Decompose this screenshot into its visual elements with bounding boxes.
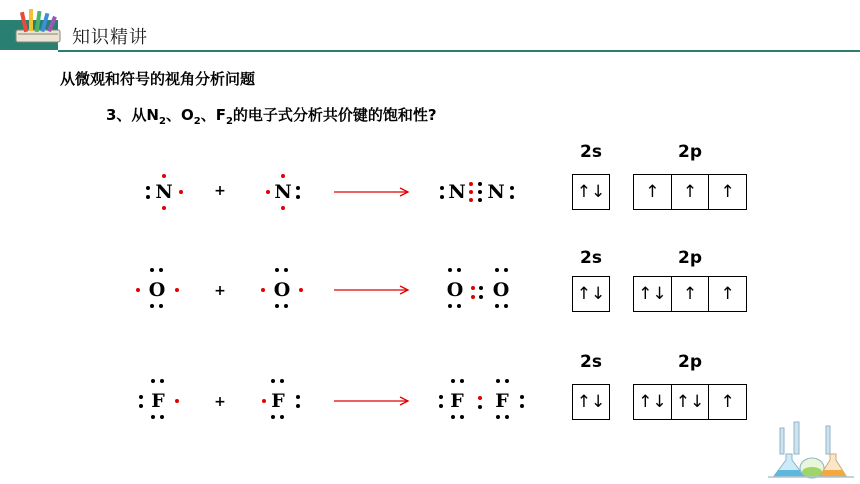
electron-dot bbox=[478, 396, 482, 400]
section-title: 知识精讲 bbox=[72, 27, 148, 48]
orbital-cell: ↑ bbox=[708, 175, 746, 209]
orbital-cell: ↑↓ bbox=[576, 182, 606, 202]
orbital-label-2s: 2s bbox=[580, 248, 602, 268]
electron-dot bbox=[478, 182, 482, 186]
electron-dot bbox=[281, 174, 285, 178]
orbital-cell: ↑↓ bbox=[671, 385, 709, 419]
electron-dot bbox=[505, 415, 509, 419]
electron-dot bbox=[296, 395, 300, 399]
electron-dot bbox=[448, 268, 452, 272]
plus-sign: + bbox=[214, 394, 226, 410]
atom-n: N bbox=[155, 181, 173, 203]
electron-dot bbox=[520, 395, 524, 399]
electron-dot bbox=[139, 404, 143, 408]
electron-dot bbox=[510, 195, 514, 199]
orbital-cell: ↑ bbox=[708, 385, 746, 419]
electron-dot bbox=[271, 379, 275, 383]
electron-dot bbox=[139, 395, 143, 399]
electron-dot bbox=[150, 304, 154, 308]
orbital-box-2p bbox=[633, 174, 747, 210]
reaction-arrow bbox=[334, 283, 412, 297]
atom-f: F bbox=[271, 390, 285, 412]
electron-dot bbox=[159, 304, 163, 308]
atom-f: F bbox=[495, 390, 509, 412]
electron-dot bbox=[439, 404, 443, 408]
atom-o: O bbox=[148, 279, 166, 301]
electron-dot bbox=[175, 399, 179, 403]
electron-dot bbox=[284, 304, 288, 308]
orbital-box-2s bbox=[572, 276, 610, 312]
electron-dot bbox=[479, 286, 483, 290]
electron-dot bbox=[471, 295, 475, 299]
orbital-cell: ↑↓ bbox=[638, 284, 667, 304]
electron-dot bbox=[460, 379, 464, 383]
electron-dot bbox=[478, 198, 482, 202]
electron-dot bbox=[261, 288, 265, 292]
orbital-label-2s: 2s bbox=[580, 142, 602, 162]
electron-dot bbox=[262, 399, 266, 403]
electron-dot bbox=[281, 206, 285, 210]
orbital-label-2p: 2p bbox=[678, 248, 702, 268]
electron-dot bbox=[495, 268, 499, 272]
orbital-label-2p: 2p bbox=[678, 142, 702, 162]
orbital-box-2s bbox=[572, 174, 610, 210]
electron-dot bbox=[471, 286, 475, 290]
electron-dot bbox=[510, 186, 514, 190]
electron-dot bbox=[439, 395, 443, 399]
electron-dot bbox=[479, 295, 483, 299]
electron-dot bbox=[266, 190, 270, 194]
atom-o: O bbox=[446, 279, 464, 301]
atom-f: F bbox=[151, 390, 165, 412]
electron-dot bbox=[159, 268, 163, 272]
electron-dot bbox=[440, 186, 444, 190]
orbital-cell: ↑ bbox=[645, 182, 660, 202]
electron-dot bbox=[146, 195, 150, 199]
electron-dot bbox=[520, 404, 524, 408]
electron-dot bbox=[469, 190, 473, 194]
electron-dot bbox=[151, 379, 155, 383]
orbital-cell: ↑ bbox=[708, 277, 746, 311]
electron-dot bbox=[457, 304, 461, 308]
orbital-cell: ↑ bbox=[671, 277, 709, 311]
electron-dot bbox=[299, 288, 303, 292]
electron-dot bbox=[451, 415, 455, 419]
electron-dot bbox=[271, 415, 275, 419]
electron-dot bbox=[478, 190, 482, 194]
electron-dot bbox=[505, 379, 509, 383]
electron-dot bbox=[179, 190, 183, 194]
electron-dot bbox=[469, 198, 473, 202]
atom-n: N bbox=[487, 181, 505, 203]
atom-o: O bbox=[492, 279, 510, 301]
book-pencils-icon bbox=[12, 6, 66, 46]
electron-dot bbox=[457, 268, 461, 272]
atom-n: N bbox=[448, 181, 466, 203]
question-text: 3、从$N_2$、$O_2$、$F_2$的电子式分析共价键的饱和性? bbox=[106, 106, 437, 127]
electron-dot bbox=[448, 304, 452, 308]
electron-dot bbox=[280, 379, 284, 383]
orbital-box-2p bbox=[633, 276, 747, 312]
orbital-cell: ↑↓ bbox=[576, 392, 606, 412]
electron-dot bbox=[451, 379, 455, 383]
electron-dot bbox=[150, 268, 154, 272]
electron-dot bbox=[478, 405, 482, 409]
orbital-cell: ↑↓ bbox=[638, 392, 667, 412]
electron-dot bbox=[296, 404, 300, 408]
electron-dot bbox=[504, 304, 508, 308]
reaction-arrow bbox=[334, 394, 412, 408]
electron-dot bbox=[151, 415, 155, 419]
orbital-box-2s bbox=[572, 384, 610, 420]
electron-dot bbox=[495, 304, 499, 308]
electron-dot bbox=[496, 415, 500, 419]
slide-heading: 从微观和符号的视角分析问题 bbox=[60, 70, 256, 88]
electron-dot bbox=[296, 186, 300, 190]
electron-dot bbox=[175, 288, 179, 292]
plus-sign: + bbox=[214, 283, 226, 299]
electron-dot bbox=[284, 268, 288, 272]
orbital-cell: ↑↓ bbox=[576, 284, 606, 304]
atom-f: F bbox=[450, 390, 464, 412]
electron-dot bbox=[162, 174, 166, 178]
orbital-cell: ↑ bbox=[671, 175, 709, 209]
electron-dot bbox=[280, 415, 284, 419]
electron-dot bbox=[296, 195, 300, 199]
electron-dot bbox=[440, 195, 444, 199]
atom-n: N bbox=[274, 181, 292, 203]
electron-dot bbox=[146, 186, 150, 190]
electron-dot bbox=[275, 304, 279, 308]
atom-o: O bbox=[273, 279, 291, 301]
orbital-label-2s: 2s bbox=[580, 352, 602, 372]
electron-dot bbox=[460, 415, 464, 419]
electron-dot bbox=[496, 379, 500, 383]
electron-dot bbox=[162, 206, 166, 210]
plus-sign: + bbox=[214, 183, 226, 199]
orbital-box-2p bbox=[633, 384, 747, 420]
electron-dot bbox=[160, 379, 164, 383]
orbital-label-2p: 2p bbox=[678, 352, 702, 372]
reaction-arrow bbox=[334, 185, 412, 199]
header-divider bbox=[58, 50, 860, 52]
electron-dot bbox=[275, 268, 279, 272]
electron-dot bbox=[469, 182, 473, 186]
electron-dot bbox=[504, 268, 508, 272]
lab-flask-icon bbox=[766, 420, 856, 482]
electron-dot bbox=[136, 288, 140, 292]
electron-dot bbox=[160, 415, 164, 419]
